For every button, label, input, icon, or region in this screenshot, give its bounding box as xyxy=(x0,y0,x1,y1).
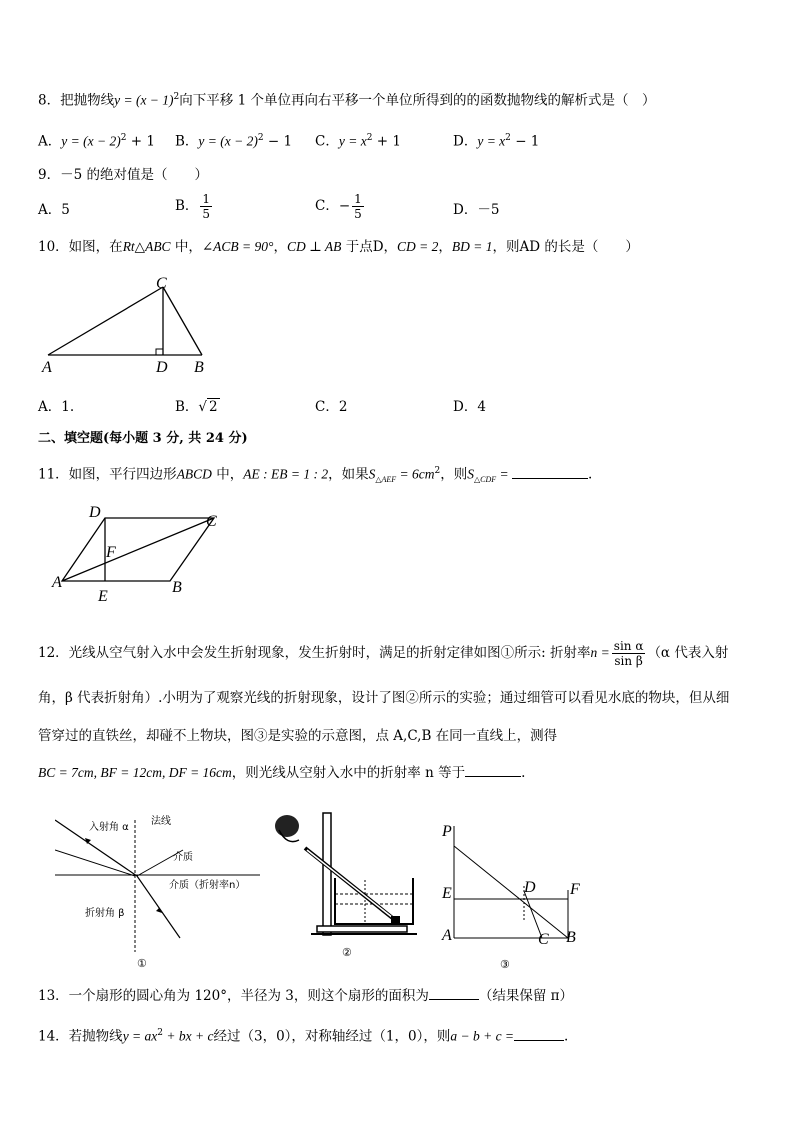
q11-stem: 11．如图，平行四边形ABCD 中，AE : EB = 1 : 2，如果$S_{\triangle AEF} = 6cm^2$，则$S_{\triangle CDF}$ = . xyxy=(38,461,592,490)
fig3-label-c: C xyxy=(538,931,549,948)
fig3-label-d: D xyxy=(524,879,536,896)
q12-line-3: 管穿过的直铁丝，却碰不上物块，图③是实验的示意图，点 A,C,B 在同一直线上，测得 xyxy=(38,728,558,744)
q11-label-d: D xyxy=(89,504,101,521)
q11-label-e: E xyxy=(98,588,108,605)
q8-option-d: D．$y = x^2 - 1$ xyxy=(453,133,540,150)
fig3-label-p: P xyxy=(442,823,452,840)
fig3-label-a: A xyxy=(442,927,452,944)
q13-answer-blank[interactable] xyxy=(429,985,479,1000)
q8-option-a: A．$y = (x - 2)^2 + 1$ xyxy=(38,133,155,150)
q11-label-c: C xyxy=(206,513,217,530)
q11-label-b: B xyxy=(172,579,182,596)
q10-label-c: C xyxy=(156,275,167,292)
fig3-label-f: F xyxy=(570,881,580,898)
q14-stem: 14．若抛物线$y = ax^2$ + bx + c经过（3，0），对称轴经过（1，0），则a − b + c = . xyxy=(38,1023,568,1047)
q14-answer-blank[interactable] xyxy=(514,1026,564,1041)
fig3-label-b: B xyxy=(566,929,576,946)
q12-figure-3-diagram xyxy=(438,820,598,970)
q11-parallelogram-figure xyxy=(46,500,226,606)
fig2-caption: ② xyxy=(342,947,352,959)
fig1-medium-label: 介质 xyxy=(173,852,193,863)
q10-label-a: A xyxy=(42,359,52,376)
q12-line-2: 角，β 代表折射角）.小明为了观察光线的折射现象，设计了图②所示的实验；通过细管可以看见水底的物块，但从细 xyxy=(38,690,730,706)
q10-label-d: D xyxy=(156,359,168,376)
q10-option-a: A．1. xyxy=(38,399,75,415)
q8-option-b: B．$y = (x - 2)^2 - 1$ xyxy=(175,133,293,150)
q9-option-c: C．− $\frac{1}{5}$ xyxy=(315,192,362,221)
q10-triangle-figure xyxy=(38,274,218,378)
q9-option-d: D．－5 xyxy=(453,202,500,218)
q9-option-a: A．5 xyxy=(38,202,70,218)
q11-label-f: F xyxy=(106,544,116,561)
q8-stem: 8．把抛物线$y = (x - 1)^2$向下平移 1 个单位再向右平移一个单位所得到的的函数抛物线的解析式是（ ） xyxy=(38,92,656,109)
fig1-normal-label: 法线 xyxy=(151,816,171,827)
q10-option-c: C．2 xyxy=(315,399,348,415)
fig1-incident-label: 入射角 α xyxy=(89,822,129,833)
q12-figure-1-refraction xyxy=(55,812,265,972)
q11-answer-blank[interactable] xyxy=(512,464,588,479)
q10-option-b: B．√ 2 xyxy=(175,399,218,415)
q11-label-a: A xyxy=(52,574,62,591)
fig1-refract-label: 折射角 β xyxy=(85,908,125,919)
q10-stem: 10．如图，在Rt△ABC 中，∠ACB = 90°，CD ⊥ AB 于点D，CD = 2，BD = 1，则AD 的长是（ ） xyxy=(38,239,639,255)
q12-line-1: 12．光线从空气射入水中会发生折射现象，发生折射时，满足的折射定律如图①所示: 折射率n = $\frac{\text{sin α}}{\text{sin β}}$ （α 代表入射 xyxy=(38,639,729,668)
q12-figure-2-experiment xyxy=(265,808,425,968)
fig1-caption: ① xyxy=(137,958,147,970)
q8-option-c: C．$y = x^2 + 1$ xyxy=(315,133,401,150)
fig3-caption: ③ xyxy=(500,959,510,970)
fig1-medium2-label: 介质（折射率n） xyxy=(169,880,246,891)
q13-stem: 13．一个扇形的圆心角为 120°，半径为 3，则这个扇形的面积为 （结果保留 π） xyxy=(38,985,573,1006)
q10-label-b: B xyxy=(194,359,204,376)
q10-option-d: D．4 xyxy=(453,399,486,415)
q9-option-b: B． $\frac{1}{5}$ xyxy=(175,192,211,221)
q12-answer-blank[interactable] xyxy=(465,762,521,777)
q9-stem: 9．－5 的绝对值是（ ） xyxy=(38,167,208,183)
fig3-label-e: E xyxy=(442,885,452,902)
q12-line-4: BC = 7cm, BF = 12cm, DF = 16cm，则光线从空射入水中的折射率 n 等于 . xyxy=(38,762,525,783)
section-2-heading: 二、填空题(每小题 3 分, 共 24 分) xyxy=(38,431,248,446)
